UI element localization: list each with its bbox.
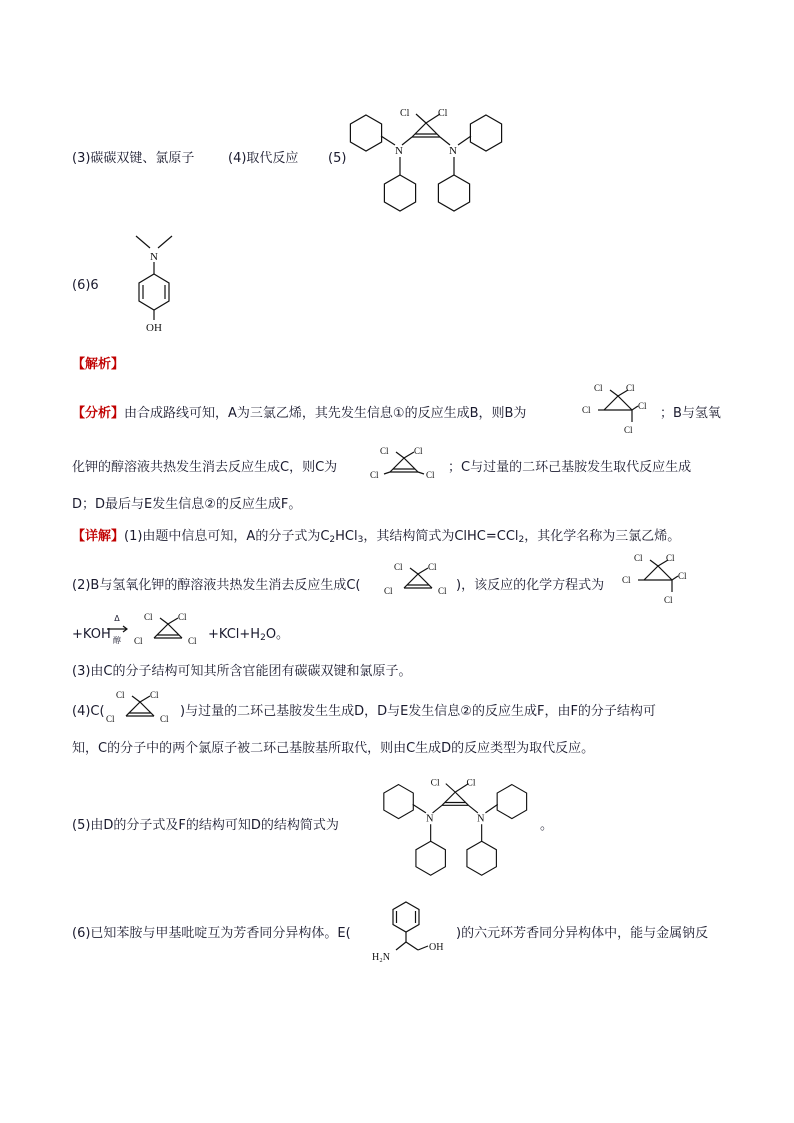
section-title-analysis: 【解析】 [72, 357, 125, 372]
svg-text:Cl: Cl [106, 714, 115, 724]
svg-text:Cl: Cl [582, 405, 591, 415]
svg-text:Cl: Cl [178, 612, 187, 622]
svg-text:Cl: Cl [664, 595, 673, 605]
reaction-condition-heat: Δ [114, 614, 120, 623]
answer-6: (6)6 [72, 278, 99, 293]
svg-text:Cl: Cl [160, 714, 169, 724]
svg-text:Cl: Cl [428, 562, 437, 572]
detail-4a: (4)C( [72, 704, 105, 719]
detail-2a: (2)B与氢氧化钾的醇溶液共热发生消去反应生成C( [72, 578, 361, 593]
detail-tag: 【详解】 [72, 529, 125, 544]
analysis-text-2b: ；C与过量的二环己基胺发生取代反应生成 [448, 460, 692, 475]
svg-text:Cl: Cl [414, 446, 423, 456]
detail-5b: 。 [540, 818, 554, 833]
cl-atom-label: Cl [438, 108, 448, 119]
detail-2d: $+KCl+H_2O$。 [208, 627, 290, 643]
trichlorocyclopropene-structure-c [368, 446, 440, 486]
svg-text:Cl: Cl [624, 425, 633, 435]
svg-text:Cl: Cl [666, 553, 675, 563]
cl-atom-label: Cl [400, 108, 410, 119]
svg-text:N: N [425, 813, 434, 825]
svg-text:Cl: Cl [394, 562, 403, 572]
n-atom-label: N [395, 145, 403, 157]
analysis-tag: 【分析】 [72, 406, 125, 421]
detail-2c: +KOH [72, 627, 111, 642]
detail-3: (3)由C的分子结构可知其所含官能团有碳碳双键和氯原子。 [72, 664, 412, 679]
analysis-line-1 [72, 405, 526, 423]
trichlorocyclopropene-structure [382, 562, 454, 602]
reaction-arrow-icon [106, 624, 130, 634]
analysis-line-3: D；D最后与E发生信息②的反应生成F。 [72, 497, 302, 512]
svg-text:Cl: Cl [134, 636, 143, 646]
svg-text:Cl: Cl [626, 383, 635, 393]
analysis-text-2a: 化钾的醇溶液共热发生消去反应生成C，则C为 [72, 460, 338, 475]
svg-text:Cl: Cl [370, 470, 379, 480]
svg-text:Cl: Cl [634, 553, 643, 563]
detail-6a: (6)已知苯胺与甲基吡啶互为芳香同分异构体。E( [72, 926, 351, 941]
answer-4: (4)取代反应 [228, 151, 299, 166]
oh-group-label: OH [146, 322, 162, 334]
n-atom-label: N [449, 145, 457, 157]
dicyclohexylamino-cyclopropene-structure [340, 105, 520, 217]
reaction-condition-alcohol: 醇 [113, 636, 121, 645]
svg-text:Cl: Cl [430, 778, 440, 789]
tetrachlorocyclopropane-structure-b [580, 382, 656, 442]
hydroxyl-group-label: OH [429, 942, 444, 953]
svg-text:Cl: Cl [426, 470, 435, 480]
detail-5a: (5)由D的分子式及F的结构可知D的结构简式为 [72, 818, 339, 833]
svg-text:Cl: Cl [380, 446, 389, 456]
detail-2b: )，该反应的化学方程式为 [456, 578, 605, 593]
compound-e-structure [366, 898, 454, 964]
analysis-text-1b: ；B与氢氧 [660, 406, 721, 421]
svg-text:Cl: Cl [384, 586, 393, 596]
svg-text:Cl: Cl [144, 612, 153, 622]
svg-text:Cl: Cl [638, 401, 647, 411]
detail-4b: )与过量的二环己基胺发生生成D，D与E发生信息②的反应生成F，由F的分子结构可 [180, 704, 656, 719]
answer-5-label: (5) [328, 151, 347, 166]
trichlorocyclopropene-product-structure [132, 612, 204, 652]
compound-d-structure [374, 772, 544, 884]
detail-4c: 知，C的分子中的两个氯原子被二环己基胺基所取代，则由C生成D的反应类型为取代反应。 [72, 741, 595, 756]
tetrachlorocyclopropane-structure [620, 552, 696, 612]
svg-text:N: N [476, 813, 485, 825]
n-atom-label: N [150, 251, 158, 263]
amino-group-label: H₂N [372, 952, 390, 963]
svg-text:Cl: Cl [150, 690, 159, 700]
svg-text:Cl: Cl [594, 383, 603, 393]
answer-3: (3)碳碳双键、氯原子 [72, 151, 195, 166]
trichlorocyclopropene-structure [104, 690, 176, 730]
svg-text:Cl: Cl [466, 778, 476, 789]
analysis-text-1a: 由合成路线可知，A为三氯乙烯，其先发生信息①的反应生成B，则B为 [124, 406, 527, 421]
svg-text:Cl: Cl [116, 690, 125, 700]
svg-text:Cl: Cl [678, 571, 687, 581]
svg-text:Cl: Cl [438, 586, 447, 596]
svg-text:Cl: Cl [622, 575, 631, 585]
dimethylaminophenol-structure [124, 230, 194, 338]
detail-paragraph-1: 【详解】(1)由题中信息可知，A的分子式为$C_2HCl_3$，其结构简式为ClHC=CCl$_2$，其化学名称为三氯乙烯。 [72, 529, 681, 545]
detail-6b: )的六元环芳香同分异构体中，能与金属钠反 [456, 926, 709, 941]
svg-text:Cl: Cl [188, 636, 197, 646]
